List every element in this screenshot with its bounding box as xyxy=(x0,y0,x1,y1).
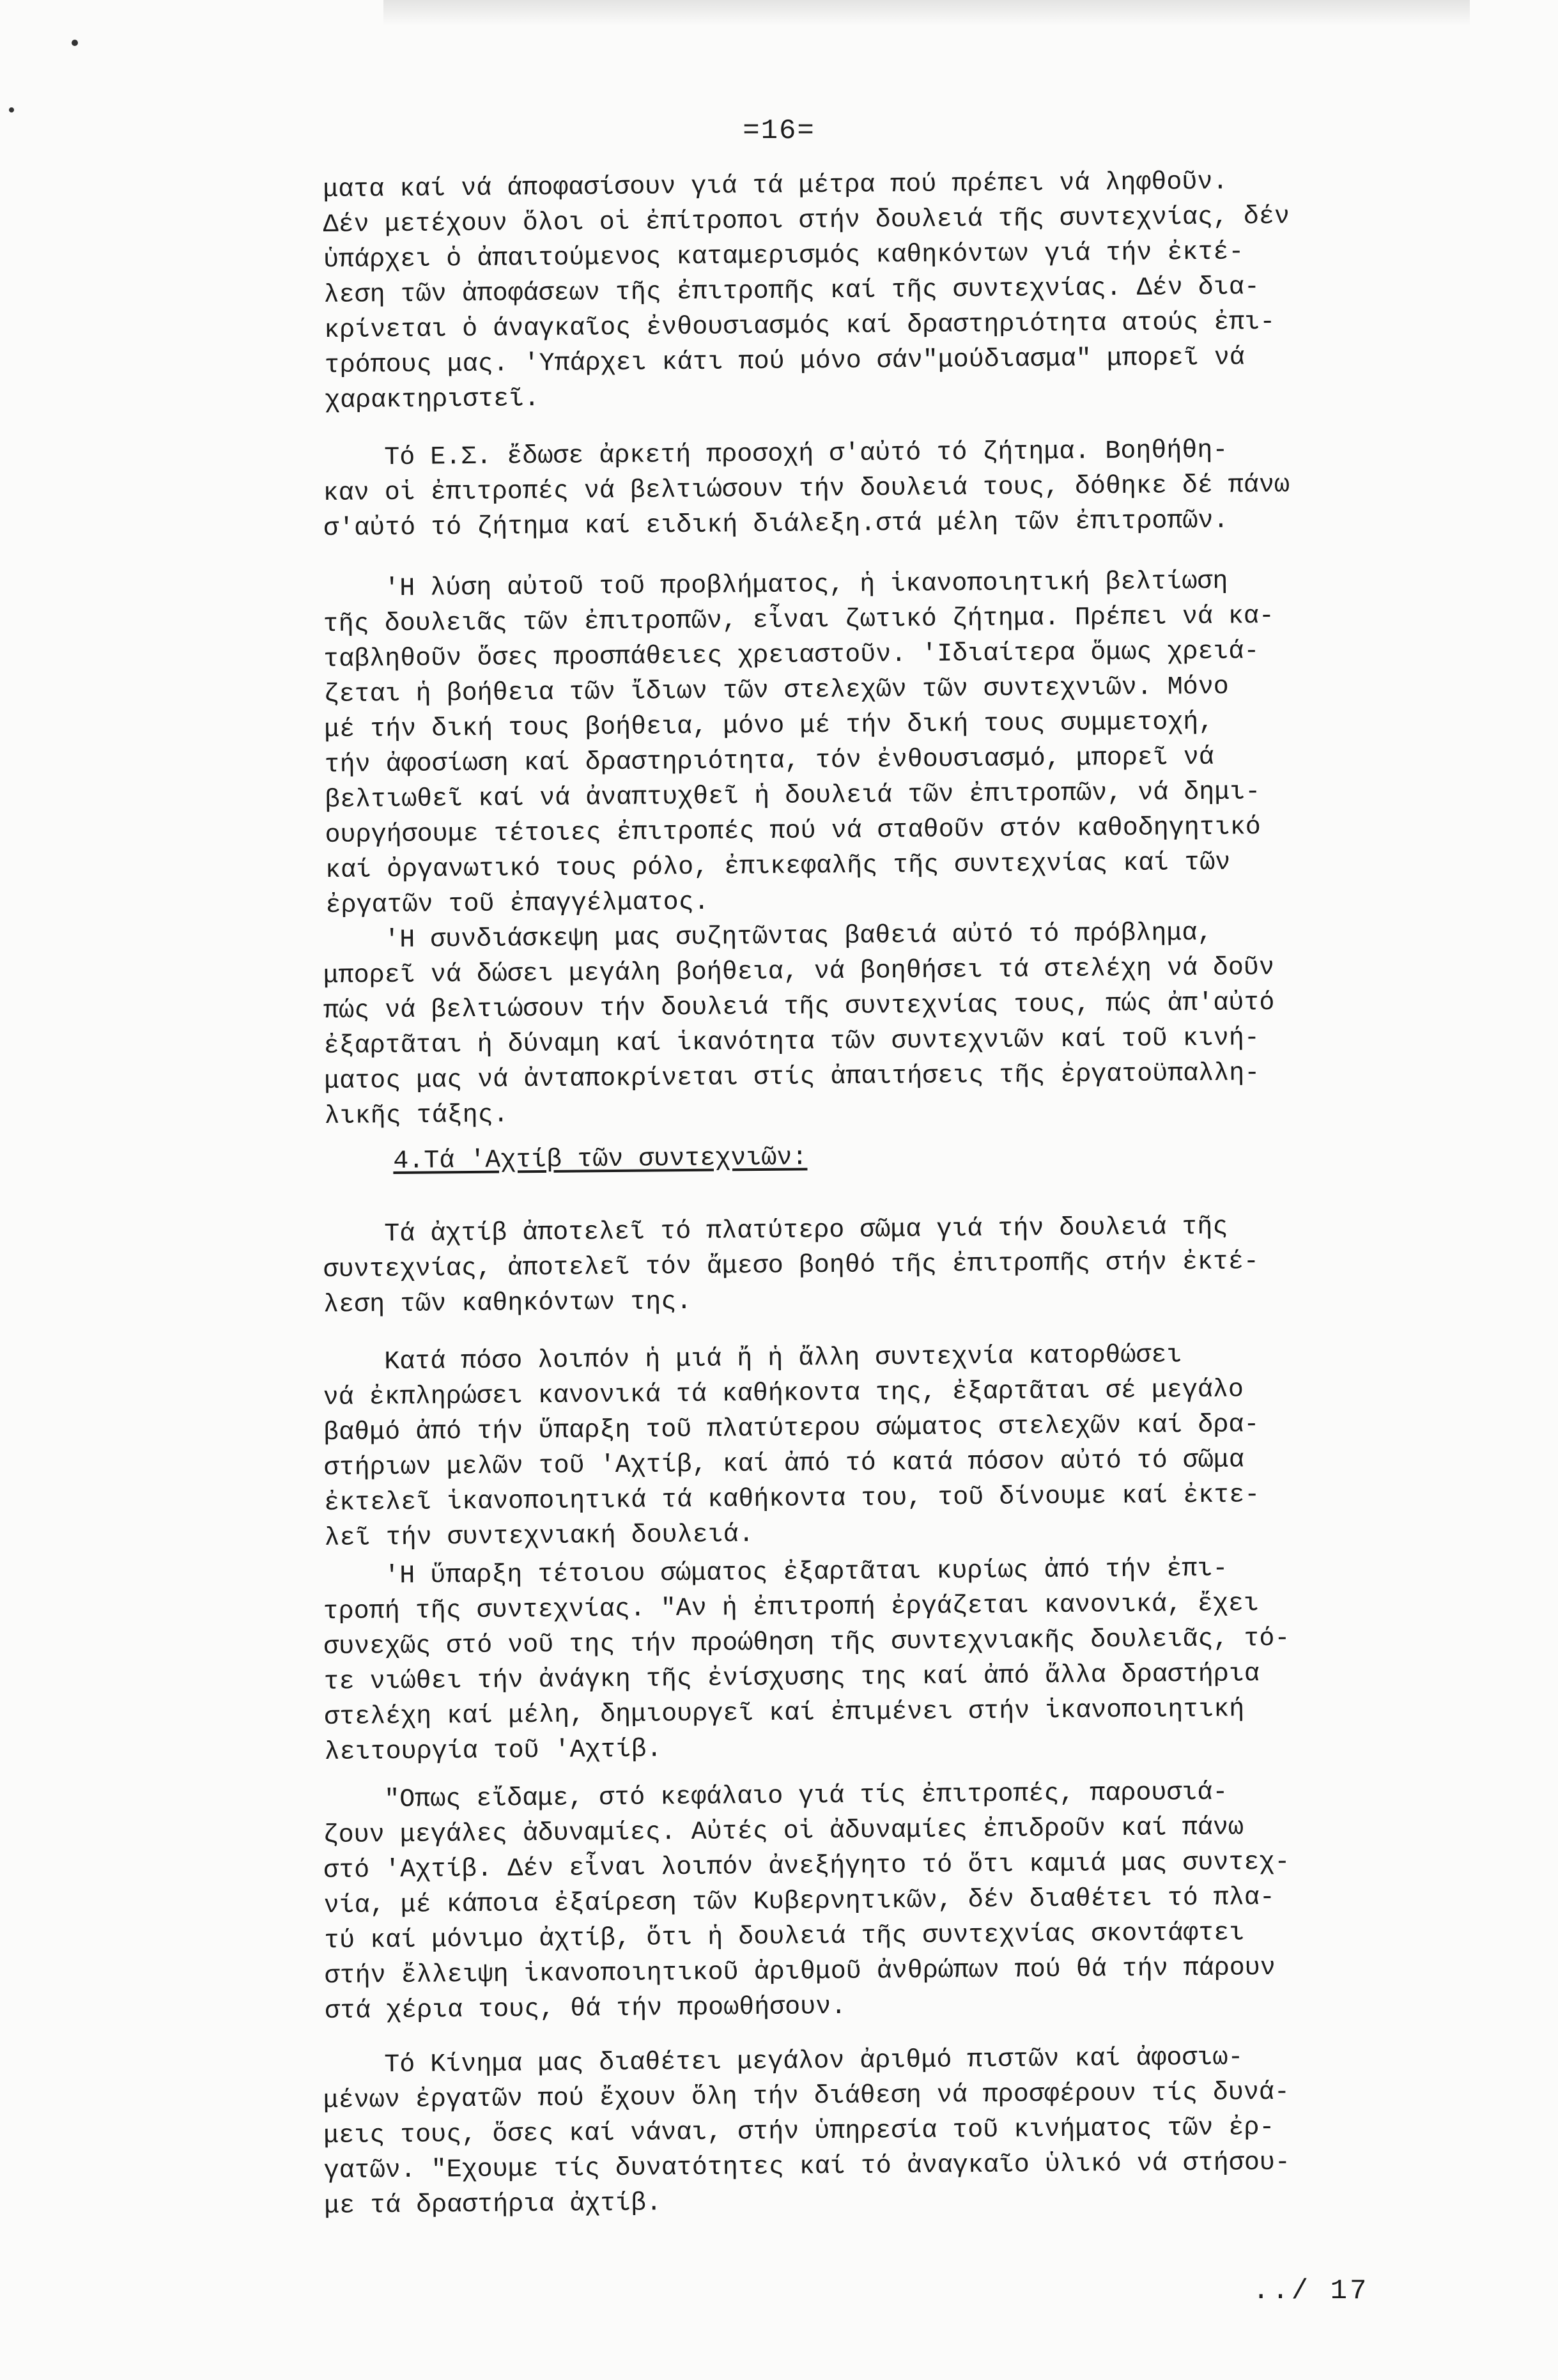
continuation-marker: ../ 17 xyxy=(1253,2275,1369,2307)
text-line: Τά ἀχτίβ ἀποτελεῖ τό πλατύτερο σῶμα γιά τήν δουλειά τῆς xyxy=(323,1212,1228,1249)
text-line: νία, μέ κάποια ἐξαίρεση τῶν Κυβερνητικῶν, δέν διαθέτει τό πλα- xyxy=(323,1883,1276,1920)
text-line: λεῖ τήν συντεχνιακή δουλειά. xyxy=(324,1520,754,1553)
paragraph-3 xyxy=(323,562,1438,923)
text-line: γατῶν. "Εχουμε τίς δυνατότητες καί τό ἀναγκαῖο ὑλικό νά στήσου- xyxy=(323,2148,1291,2186)
text-line: ζεται ἡ βοήθεια τῶν ἴδιων τῶν στελεχῶν τῶν συντεχνιῶν. Μόνο xyxy=(323,672,1230,709)
text-line: ἐξαρτᾶται ἡ δύναμη καί ἱκανότητα τῶν συντεχνιῶν καί τοῦ κινή- xyxy=(323,1024,1260,1061)
text-line: 'Η ὕπαρξη τέτοιου σώματος ἐξαρτᾶται κυρίως ἀπό τήν ἐπι- xyxy=(323,1554,1228,1591)
scan-speck xyxy=(72,40,78,46)
text-line: ὑπάρχει ὁ ἀπαιτούμενος καταμερισμός καθηκόντων γιά τήν ἐκτέ- xyxy=(323,238,1244,275)
page-number: =16= xyxy=(743,115,815,147)
scan-speck xyxy=(9,107,14,112)
paragraph-6 xyxy=(323,1336,1437,1556)
section-heading: 4.Τά 'Αχτίβ τῶν συντεχνιῶν: xyxy=(393,1143,808,1176)
paragraph-1 xyxy=(323,163,1437,419)
text-line: ἐργατῶν τοῦ ἐπαγγέλματος. xyxy=(325,888,709,920)
text-line: τρόπους μας. 'Υπάρχει κάτι πού μόνο σάν"μούδιασμα" μπορεῖ νά xyxy=(324,343,1246,380)
text-line: Τό Κίνημα μας διαθέτει μεγάλον ἀριθμό πιστῶν καί ἀφοσιω- xyxy=(323,2043,1244,2080)
scan-edge-shadow xyxy=(383,0,1470,26)
text-line: τε νιώθει τήν ἀνάγκη τῆς ἐνίσχυσης της καί ἀπό ἄλλα δραστήρια xyxy=(323,1660,1260,1697)
text-line: καν οἱ ἐπιτροπές νά βελτιώσουν τήν δουλειά τους, δόθηκε δέ πάνω xyxy=(323,470,1290,508)
paragraph-2 xyxy=(323,431,1435,546)
paragraph-5 xyxy=(323,1208,1435,1323)
text-line: καί ὀργανωτικό τους ρόλο, ἐπικεφαλῆς τῆς συντεχνίας καί τῶν xyxy=(325,848,1231,885)
text-line: στήν ἔλλειψη ἱκανοποιητικοῦ ἀριθμοῦ ἀνθρώπων πού θά τήν πάρουν xyxy=(324,1954,1276,1991)
text-line: "Οπως εἴδαμε, στό κεφάλαιο γιά τίς ἐπιτροπές, παρουσιά- xyxy=(323,1778,1228,1815)
text-line: λεση τῶν ἀποφάσεων τῆς ἐπιτροπῆς καί τῆς συντεχνίας. Δέν δια- xyxy=(323,273,1260,310)
text-line: ουργήσουμε τέτοιες ἐπιτροπές πού νά σταθοῦν στόν καθοδηγητικό xyxy=(325,813,1261,850)
text-line: μέ τήν δική τους βοήθεια, μόνο μέ τήν δική τους συμμετοχή, xyxy=(323,707,1214,745)
text-line: στό 'Αχτίβ. Δέν εἶναι λοιπόν ἀνεξήγητο τό ὅτι καμιά μας συντεχ- xyxy=(323,1848,1290,1885)
text-line: τύ καί μόνιμο ἀχτίβ, ὅτι ἡ δουλειά τῆς συντεχνίας σκοντάφτει xyxy=(323,1919,1245,1956)
paragraph-8 xyxy=(323,1773,1437,2029)
text-line: πώς νά βελτιώσουν τήν δουλειά τῆς συντεχνίας τους, πώς ἀπ'αὐτό xyxy=(323,989,1275,1026)
text-line: τροπή τῆς συντεχνίας. "Αν ἡ ἐπιτροπή ἐργάζεται κανονικά, ἔχει xyxy=(323,1589,1260,1627)
text-line: ματος μας νά ἀνταποκρίνεται στίς ἀπαιτήσεις τῆς ἐργατοϋπαλλη- xyxy=(323,1059,1260,1096)
text-line: στήριων μελῶν τοῦ 'Αχτίβ, καί ἀπό τό κατά πόσον αὐτό τό σῶμα xyxy=(323,1446,1245,1483)
paragraph-7 xyxy=(323,1550,1437,1770)
text-line: λεση τῶν καθηκόντων της. xyxy=(323,1287,692,1320)
text-line: ἐκτελεῖ ἱκανοποιητικά τά καθήκοντα του, τοῦ δίνουμε καί ἐκτε- xyxy=(323,1481,1260,1518)
text-line: τήν ἀφοσίωση καί δραστηριότητα, τόν ἐνθουσιασμό, μπορεῖ νά xyxy=(324,743,1215,780)
text-line: τῆς δουλειᾶς τῶν ἐπιτροπῶν, εἶναι ζωτικό ζήτημα. Πρέπει νά κα- xyxy=(323,602,1275,639)
text-line: μπορεῖ νά δώσει μεγάλη βοήθεια, νά βοηθήσει τά στελέχη νά δοῦν xyxy=(323,954,1275,991)
text-line: νά ἐκπληρώσει κανονικά τά καθήκοντα της, ἐξαρτᾶται σέ μεγάλο xyxy=(323,1375,1244,1412)
text-line: χαρακτηριστεῖ. xyxy=(324,385,540,415)
text-line: στελέχη καί μέλη, δημιουργεῖ καί ἐπιμένει στήν ἱκανοποιητική xyxy=(323,1695,1245,1732)
text-line: συντεχνίας, ἀποτελεῖ τόν ἄμεσο βοηθό τῆς ἐπιτροπῆς στήν ἐκτέ- xyxy=(323,1248,1260,1285)
paragraph-9 xyxy=(323,2039,1436,2224)
text-line: στά χέρια τους, θά τήν προωθήσουν. xyxy=(324,1992,847,2026)
text-line: κρίνεται ὁ άναγκαῖος ἐνθουσιασμός καί δραστηριότητα ατούς ἐπι- xyxy=(323,308,1276,345)
text-line: 'Η συνδιάσκεψη μας συζητῶντας βαθειά αὐτό τό πρόβλημα, xyxy=(323,918,1213,955)
text-line: σ'αὐτό τό ζήτημα καί ειδική διάλεξη.στά μέλη τῶν ἐπιτροπῶν. xyxy=(323,506,1229,543)
text-line: ματα καί νά άποφασίσουν γιά τά μέτρα πού πρέπει νά ληφθοῦν. xyxy=(323,167,1228,205)
text-line: ταβληθοῦν ὅσες προσπάθειες χρειαστοῦν. 'Ιδιαίτερα ὅμως χρειά- xyxy=(323,637,1260,674)
text-line: 'Η λύση αὐτοῦ τοῦ προβλήματος, ἡ ἱκανοποιητική βελτίωση xyxy=(323,567,1228,604)
text-line: Δέν μετέχουν ὅλοι οἱ ἐπίτροποι στήν δουλειά τῆς συντεχνίας, δέν xyxy=(323,202,1290,240)
text-line: βελτιωθεῖ καί νά ἀναπτυχθεῖ ἡ δουλειά τῶν ἐπιτροπῶν, νά δημι- xyxy=(324,778,1261,815)
paragraph-4 xyxy=(323,914,1437,1134)
text-line: με τά δραστήρια ἀχτίβ. xyxy=(323,2189,662,2221)
text-line: συνεχῶς στό νοῦ της τήν προώθηση τῆς συντεχνιακῆς δουλειᾶς, τό- xyxy=(323,1624,1290,1662)
text-line: λικῆς τάξης. xyxy=(324,1101,509,1131)
text-line: μεις τους, ὅσες καί νάναι, στήν ὑπηρεσία τοῦ κινήματος τῶν ἐρ- xyxy=(323,2113,1275,2151)
text-line: Τό Ε.Σ. ἔδωσε ἀρκετή προσοχή σ'αὐτό τό ζήτημα. Βοηθήθη- xyxy=(323,436,1228,473)
text-line: μένων ἐργατῶν πού ἔχουν ὅλη τήν διάθεση νά προσφέρουν τίς δυνά- xyxy=(323,2078,1290,2115)
text-line: βαθμό ἀπό τήν ὕπαρξη τοῦ πλατύτερου σώματος στελεχῶν καί δρα- xyxy=(323,1410,1260,1448)
text-line: Κατά πόσο λοιπόν ἡ μιά ἤ ἡ ἄλλη συντεχνία κατορθώσει xyxy=(323,1341,1182,1377)
text-line: ζουν μεγάλες ἀδυναμίες. Αὐτές οἱ ἀδυναμίες ἐπιδροῦν καί πάνω xyxy=(323,1813,1244,1850)
text-line: λειτουργία τοῦ 'Αχτίβ. xyxy=(324,1735,662,1767)
